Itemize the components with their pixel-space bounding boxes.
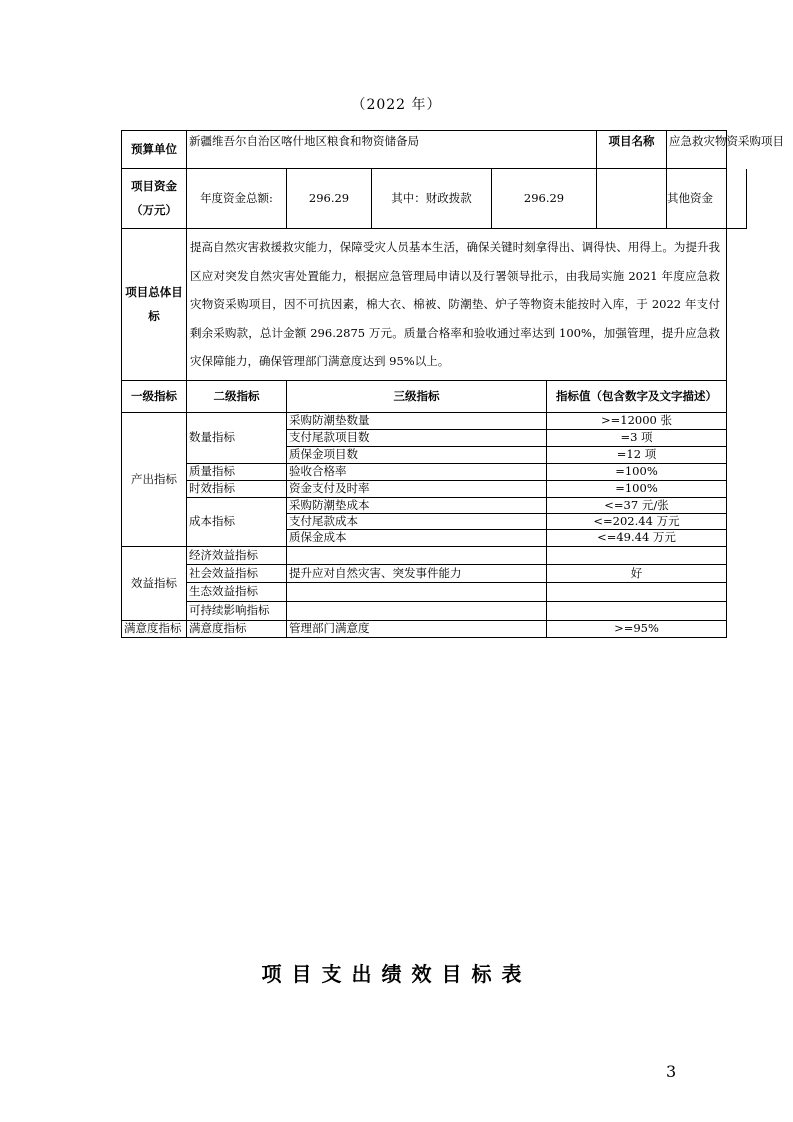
benefit-indicator-label: 效益指标 xyxy=(122,547,187,621)
budget-unit-value: 新疆维吾尔自治区喀什地区粮食和物资储备局 xyxy=(187,131,597,169)
benefit-row-3-level3 xyxy=(287,583,547,602)
header-value: 指标值（包含数字及文字描述） xyxy=(547,381,726,413)
output-row-3-value: =12 项 xyxy=(547,447,726,464)
fiscal-appropriation-label: 其中：财政拨款 xyxy=(372,169,492,229)
satisfaction-level3: 管理部门满意度 xyxy=(287,621,547,637)
quality-indicator-label: 质量指标 xyxy=(187,464,287,481)
output-row-1-value: >=12000 张 xyxy=(547,413,726,430)
satisfaction-value: >=95% xyxy=(614,621,659,636)
output-row-2-value: =3 项 xyxy=(547,430,726,447)
header-level1: 一级指标 xyxy=(122,381,187,413)
performance-target-table xyxy=(121,130,784,638)
output-row-3-level3: 质保金项目数 xyxy=(287,447,547,464)
other-funds-label: 其他资金 xyxy=(667,169,747,229)
output-row-8-level3: 质保金成本 xyxy=(287,530,547,547)
year-caption: （2022 年） xyxy=(351,97,442,113)
overall-goal-label xyxy=(122,229,187,381)
benefit-row-4-level2: 可持续影响指标 xyxy=(187,602,287,621)
output-row-4-value: =100% xyxy=(547,464,726,481)
overall-goal-label-line1: 项目总体目 xyxy=(125,284,183,299)
benefit-row-3-value xyxy=(547,583,726,602)
header-level2: 二级指标 xyxy=(187,381,287,413)
output-row-5-level3: 资金支付及时率 xyxy=(287,481,547,498)
satisfaction-indicator-label: 满意度指标 xyxy=(122,621,187,637)
page-number: 3 xyxy=(666,1062,677,1081)
benefit-row-1-level3 xyxy=(287,547,547,565)
timeliness-indicator-label: 时效指标 xyxy=(187,481,287,498)
output-row-2-level3: 支付尾款项目数 xyxy=(287,430,547,447)
output-row-6-level3: 采购防潮垫成本 xyxy=(287,498,547,514)
output-row-6-value: <=37 元/张 xyxy=(547,498,726,514)
project-funds-label-line1: 项目资金 xyxy=(131,178,177,193)
output-row-7-level3: 支付尾款成本 xyxy=(287,514,547,530)
annual-total-label: 年度资金总额: xyxy=(187,169,287,229)
cost-indicator-label: 成本指标 xyxy=(187,498,287,547)
document-title: 项目支出绩效目标表 xyxy=(261,962,532,986)
quantity-indicator-label: 数量指标 xyxy=(187,413,287,464)
output-row-4-level3: 验收合格率 xyxy=(287,464,547,481)
overall-goal-text: 提高自然灾害救援救灾能力，保障受灾人员基本生活，确保关键时刻拿得出、调得快、用得上。为提升我区应对突发自然灾害处置能力，根据应急管理局申请以及行署领导批示，由我局实施 2021 年度应急救灾物资采购项目，因不可抗因素，棉大衣、棉被、防潮垫、炉子等物资未能按时入库，于 2022 年支付剩余采购款，总计金额 296.2875 万元。质量合格率和验收通过率达到 100%，加强管理，提升应急救灾保障能力，确保管理部门满意度达到 95%以上。 xyxy=(187,229,726,381)
overall-goal-label-line2: 标 xyxy=(148,308,160,323)
benefit-row-2-value: 好 xyxy=(547,565,726,583)
output-row-1-level3: 采购防潮垫数量 xyxy=(287,413,547,430)
project-name-label: 项目名称 xyxy=(597,131,667,169)
benefit-row-1-level2: 经济效益指标 xyxy=(187,547,287,565)
benefit-row-4-level3 xyxy=(287,602,547,621)
output-row-5-value: =100% xyxy=(547,481,726,498)
fiscal-appropriation-value: 296.29 xyxy=(492,169,597,229)
benefit-row-1-value xyxy=(547,547,726,565)
output-row-8-value: <=49.44 万元 xyxy=(547,530,726,547)
other-funds-label-cell xyxy=(597,169,667,229)
satisfaction-level2: 满意度指标 xyxy=(187,621,287,637)
benefit-row-2-level3: 提升应对自然灾害、突发事件能力 xyxy=(287,565,547,583)
project-funds-label-line2: （万元） xyxy=(131,202,177,217)
project-name-value: 应急救灾物资采购项目 xyxy=(667,131,726,169)
benefit-row-3-level2: 生态效益指标 xyxy=(187,583,287,602)
annual-total-value: 296.29 xyxy=(287,169,372,229)
output-indicator-label: 产出指标 xyxy=(122,413,187,547)
benefit-row-2-level2: 社会效益指标 xyxy=(187,565,287,583)
budget-unit-label: 预算单位 xyxy=(122,131,187,169)
header-level3: 三级指标 xyxy=(287,381,547,413)
benefit-row-4-value xyxy=(547,602,726,621)
project-funds-label xyxy=(122,169,187,229)
output-row-7-value: <=202.44 万元 xyxy=(547,514,726,530)
